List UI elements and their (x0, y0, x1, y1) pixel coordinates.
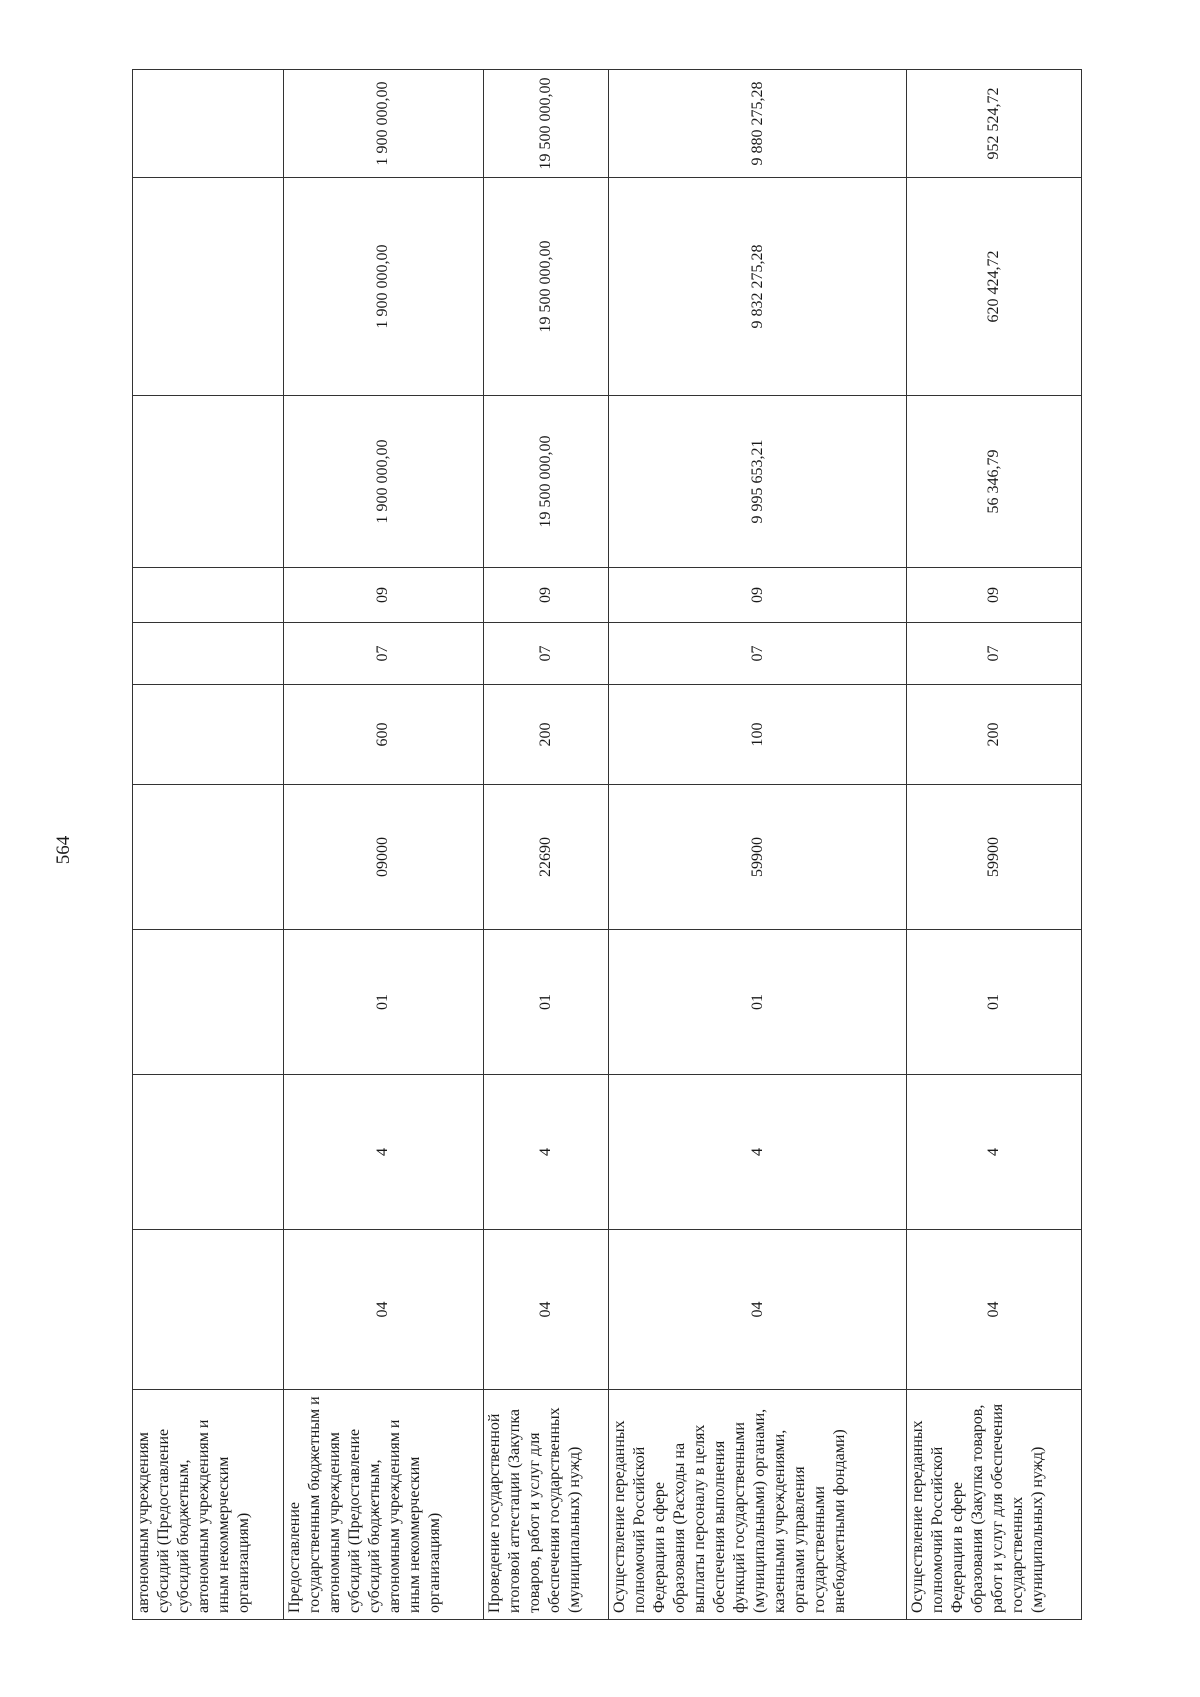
amount-cell: 620 424,72 (907, 178, 1082, 396)
code-cell (133, 785, 284, 930)
budget-table (132, 69, 1082, 1620)
code-cell: 09 (483, 568, 609, 623)
table-row (483, 70, 609, 1620)
code-cell: 01 (483, 930, 609, 1075)
code-cell: 59900 (907, 785, 1082, 930)
page-number: 564 (53, 835, 74, 865)
code-cell (133, 568, 284, 623)
amount-cell (133, 178, 284, 396)
code-cell: 01 (609, 930, 907, 1075)
code-cell: 22690 (483, 785, 609, 930)
code-cell: 09000 (284, 785, 484, 930)
code-cell: 200 (907, 685, 1082, 785)
row-name: Осуществление переданных полномочий Российской Федерации в сфере образования (Расходы на выплаты персоналу в целях обеспечения выполнения функций государственными (муниципальными) органами, казенными учреждениями, органами управления государственными внебюджетными фондами) (609, 1390, 907, 1620)
table-row (284, 70, 484, 1620)
amount-cell: 9 832 275,28 (609, 178, 907, 396)
code-cell: 01 (284, 930, 484, 1075)
amount-cell: 9 880 275,28 (609, 70, 907, 178)
code-cell: 01 (907, 930, 1082, 1075)
code-cell (133, 1230, 284, 1390)
code-cell: 600 (284, 685, 484, 785)
code-cell (133, 1075, 284, 1230)
code-cell: 200 (483, 685, 609, 785)
code-cell: 59900 (609, 785, 907, 930)
code-cell: 07 (907, 623, 1082, 685)
amount-cell (133, 396, 284, 568)
code-cell: 4 (907, 1075, 1082, 1230)
code-cell: 04 (483, 1230, 609, 1390)
code-cell: 07 (284, 623, 484, 685)
amount-cell: 19 500 000,00 (483, 396, 609, 568)
amount-cell: 1 900 000,00 (284, 396, 484, 568)
code-cell (133, 685, 284, 785)
code-cell (133, 930, 284, 1075)
code-cell: 100 (609, 685, 907, 785)
row-name: Проведение государственной итоговой аттестации (Закупка товаров, работ и услуг для обеспечения государственных (муниципальных) нужд) (483, 1390, 609, 1620)
code-cell: 07 (609, 623, 907, 685)
row-name: автономным учреждениям субсидий (Предоставление субсидий бюджетным, автономным учреждениям и иным некоммерческим организациям) (133, 1390, 284, 1620)
code-cell: 04 (609, 1230, 907, 1390)
code-cell: 09 (609, 568, 907, 623)
amount-cell: 1 900 000,00 (284, 70, 484, 178)
code-cell: 04 (907, 1230, 1082, 1390)
table-row (133, 70, 284, 1620)
table-row (907, 70, 1082, 1620)
code-cell: 4 (609, 1075, 907, 1230)
amount-cell: 952 524,72 (907, 70, 1082, 178)
budget-table-rotated (132, 70, 1082, 1620)
amount-cell: 1 900 000,00 (284, 178, 484, 396)
row-name: Предоставление государственным бюджетным и автономным учреждениям субсидий (Предоставление субсидий бюджетным, автономным учреждениям и иным некоммерческим организациям) (284, 1390, 484, 1620)
code-cell: 4 (284, 1075, 484, 1230)
amount-cell: 19 500 000,00 (483, 70, 609, 178)
amount-cell: 19 500 000,00 (483, 178, 609, 396)
row-name: Осуществление переданных полномочий Российской Федерации в сфере образования (Закупка товаров, работ и услуг для обеспечения государственных (муниципальных) нужд) (907, 1390, 1082, 1620)
amount-cell: 56 346,79 (907, 396, 1082, 568)
amount-cell (133, 70, 284, 178)
amount-cell: 9 995 653,21 (609, 396, 907, 568)
code-cell (133, 623, 284, 685)
code-cell: 04 (284, 1230, 484, 1390)
table-row (609, 70, 907, 1620)
code-cell: 09 (907, 568, 1082, 623)
code-cell: 09 (284, 568, 484, 623)
code-cell: 07 (483, 623, 609, 685)
code-cell: 4 (483, 1075, 609, 1230)
